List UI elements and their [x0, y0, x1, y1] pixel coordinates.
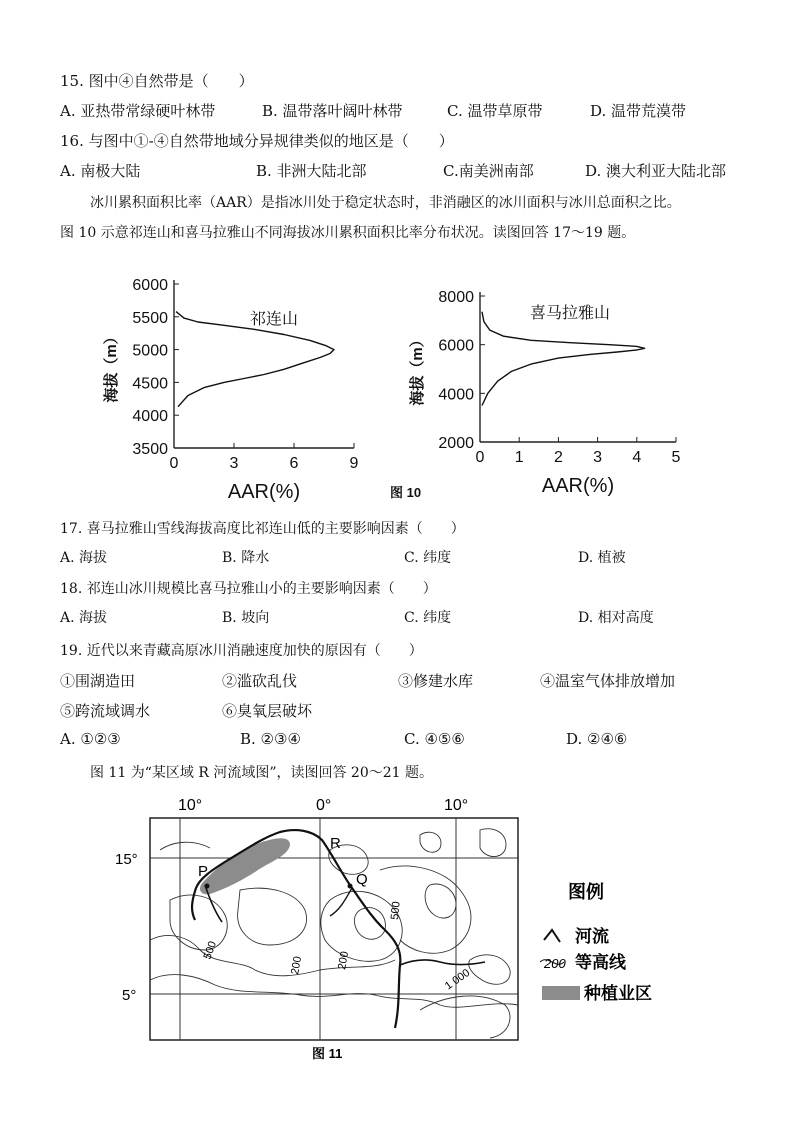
q15-stem: 15. 图中④自然带是（ ）	[60, 72, 254, 90]
y-axis-label: 海拔（m）	[103, 329, 120, 403]
q17-option-a: A. 海拔	[60, 550, 108, 566]
plantation-area	[200, 838, 290, 894]
chart-qilian	[102, 277, 359, 503]
contour-label-200-center: 200	[336, 950, 352, 971]
chart-title: 喜马拉雅山	[530, 305, 611, 322]
q19-item-3: ③修建水库	[398, 672, 474, 690]
legend-river-label: 河流	[575, 927, 609, 946]
x-tick-label: 0	[169, 455, 179, 472]
chart-himalaya	[408, 289, 681, 497]
y-tick-label: 5500	[132, 309, 168, 327]
aar-curve	[482, 312, 645, 406]
q19-item-6: ⑥臭氧层破坏	[222, 702, 313, 720]
q19-option-d: D. ②④⑥	[566, 730, 628, 748]
q19-option-a: A. ①②③	[60, 730, 121, 748]
point-label-r: R	[330, 835, 341, 852]
figure11-caption: 图 11	[312, 1046, 343, 1061]
figure10-caption: 图 10	[390, 485, 422, 500]
q16-stem: 16. 与图中①-④自然带地域分异规律类似的地区是（ ）	[60, 132, 454, 150]
q17-option-c: C. 纬度	[404, 550, 452, 566]
q16-option-c: C.南美洲南部	[443, 162, 534, 180]
y-axis-label: 海拔（m）	[409, 332, 426, 406]
q16-option-d: D. 澳大利亚大陆北部	[585, 162, 727, 180]
x-tick-label: 6	[289, 455, 299, 472]
q19-item-2: ②滥砍乱伐	[222, 672, 298, 690]
q18-option-c: C. 纬度	[404, 610, 452, 626]
lon-label-10w: 10°	[178, 797, 203, 814]
legend-plantation-swatch	[542, 986, 580, 1000]
point-label-q: Q	[356, 871, 368, 888]
y-tick-label: 6000	[438, 337, 474, 355]
point-q-marker	[348, 884, 353, 889]
y-tick-label: 8000	[438, 289, 474, 306]
legend-river-symbol	[544, 930, 560, 942]
q19-option-c: C. ④⑤⑥	[404, 730, 465, 748]
legend-contour-label: 等高线	[575, 953, 626, 972]
x-tick-label: 1	[514, 449, 524, 466]
contour-label-1000: 1 000	[442, 966, 473, 993]
q15-option-d: D. 温带荒漠带	[590, 102, 687, 120]
q18-option-d: D. 相对高度	[578, 610, 654, 626]
figure10-instructions: 图 10 示意祁连山和喜马拉雅山不同海拔冰川累积面积比率分布状况。读图回答 17～19 题。	[60, 225, 636, 241]
q19-item-5: ⑤跨流域调水	[60, 702, 151, 720]
q19-item-1: ①围湖造田	[60, 672, 136, 690]
y-tick-label: 4000	[438, 386, 474, 404]
x-tick-label: 3	[593, 449, 603, 466]
point-p-marker	[205, 884, 210, 889]
q18-stem: 18. 祁连山冰川规模比喜马拉雅山小的主要影响因素（ ）	[60, 581, 437, 597]
contour-label-500-east: 500	[389, 900, 403, 921]
x-axis-label: AAR(%)	[227, 481, 301, 503]
q15-option-b: B. 温带落叶阔叶林带	[262, 102, 403, 120]
x-tick-label: 0	[475, 449, 485, 466]
q18-option-a: A. 海拔	[60, 610, 108, 626]
y-tick-label: 3500	[132, 441, 168, 458]
point-label-p: P	[198, 863, 209, 880]
q18-option-b: B. 坡向	[222, 610, 270, 626]
y-tick-label: 5000	[132, 342, 168, 360]
legend-title: 图例	[568, 882, 604, 902]
y-tick-label: 2000	[438, 435, 474, 452]
map-legend	[540, 881, 652, 1003]
y-tick-label: 4000	[132, 408, 168, 426]
y-tick-label: 6000	[132, 277, 168, 294]
q17-option-b: B. 降水	[222, 550, 270, 566]
q16-option-b: B. 非洲大陆北部	[256, 162, 367, 180]
q15-option-a: A. 亚热带常绿硬叶林带	[60, 102, 216, 120]
x-tick-label: 3	[229, 455, 239, 472]
figure11-instructions: 图 11 为“某区域 R 河流域图”，读图回答 20～21 题。	[90, 765, 433, 781]
aar-definition: 冰川累积面积比率（AAR）是指冰川处于稳定状态时，非消融区的冰川面积与冰川总面积之比。	[90, 195, 681, 211]
lon-label-10e: 10°	[444, 797, 469, 814]
q17-option-d: D. 植被	[578, 550, 626, 566]
q19-item-4: ④温室气体排放增加	[540, 672, 676, 690]
legend-plantation-label: 种植业区	[584, 984, 652, 1003]
q19-stem: 19. 近代以来青藏高原冰川消融速度加快的原因有（ ）	[60, 643, 423, 659]
x-tick-label: 9	[349, 455, 359, 472]
x-tick-label: 5	[671, 449, 681, 466]
q15-option-c: C. 温带草原带	[447, 102, 543, 120]
lat-label-5: 5°	[122, 987, 137, 1004]
q17-stem: 17. 喜马拉雅山雪线海拔高度比祁连山低的主要影响因素（ ）	[60, 521, 465, 537]
contour-label-500-west: 500	[201, 939, 220, 962]
x-axis-label: AAR(%)	[541, 475, 615, 497]
q19-option-b: B. ②③④	[240, 730, 301, 748]
lat-label-15: 15°	[115, 851, 138, 868]
legend-contour-value: 200	[544, 956, 566, 971]
y-tick-label: 4500	[132, 375, 168, 393]
lon-label-0: 0°	[316, 797, 332, 814]
q16-option-a: A. 南极大陆	[60, 162, 141, 180]
x-tick-label: 2	[553, 449, 563, 466]
figure-11-map	[0, 790, 800, 1090]
contour-label-200-west: 200	[289, 955, 305, 976]
chart-title: 祁连山	[250, 311, 299, 328]
x-tick-label: 4	[632, 449, 642, 466]
